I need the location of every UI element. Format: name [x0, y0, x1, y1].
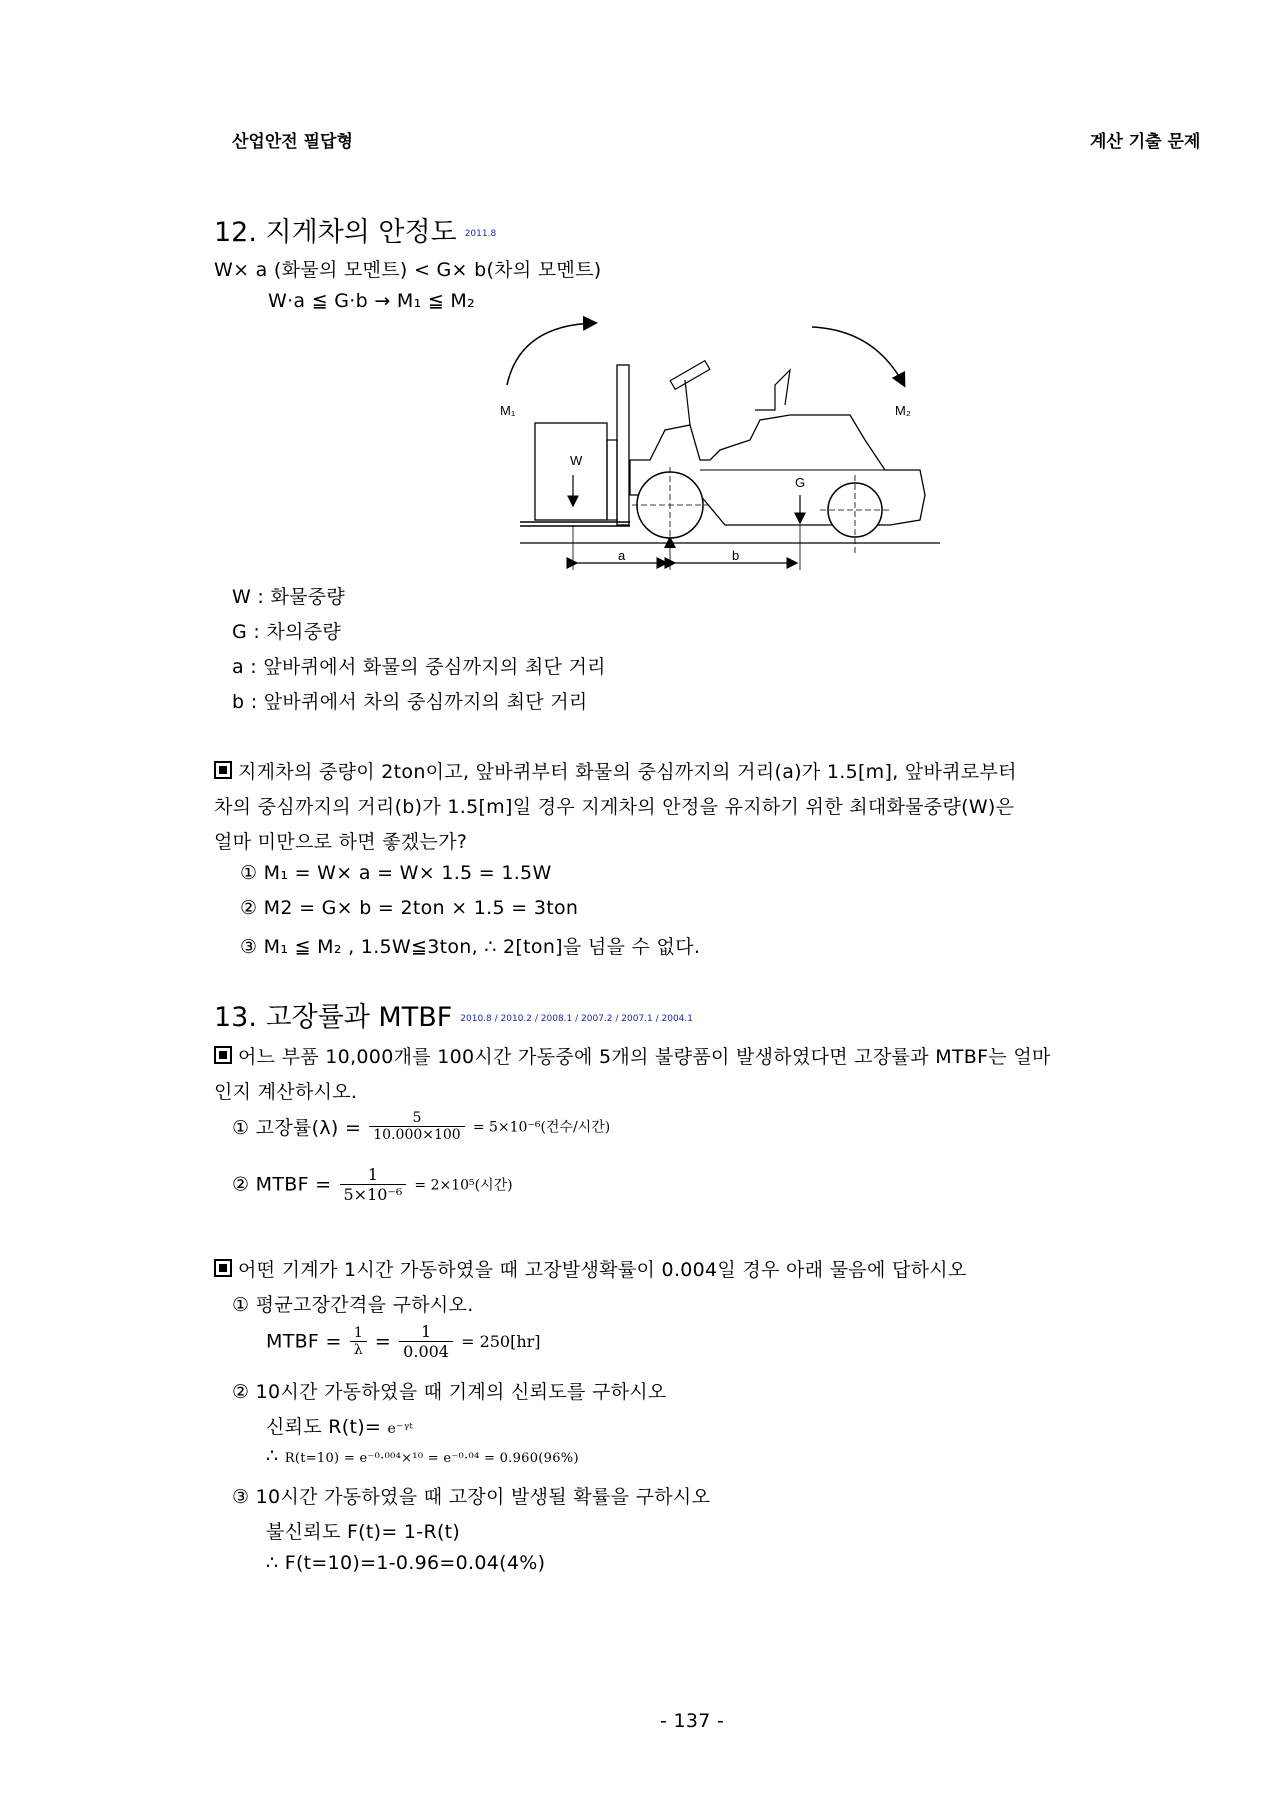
s12-question-line2: 차의 중심까지의 거리(b)가 1.5[m]일 경우 지게차의 안정을 유지하기 위한 최대화물중량(W)은 — [214, 796, 1015, 818]
header-right: 계산 기출 문제 — [1090, 132, 1201, 152]
mast — [617, 365, 629, 525]
s13-question-line2: 인지 계산하시오. — [214, 1081, 358, 1103]
formula-mtbf: ② MTBF = $\frac{1}{\text{5×10⁻⁶}}$ = 2×10⁵(시간) — [232, 1165, 513, 1204]
section-12-title: 12. 지게차의 안정도 2011.8 — [214, 217, 497, 248]
label-g: G — [795, 475, 806, 490]
bullet-square-icon — [214, 761, 232, 779]
page-number: - 137 - — [660, 1710, 725, 1732]
formula-mtbf-2: MTBF = $\frac{1}{\lambda}$ = $\frac{1}{0.004}$ = 250[hr] — [266, 1322, 541, 1361]
bullet-square-icon — [214, 1046, 232, 1064]
formula-failure-rate: ① 고장률(λ) = $\frac{5}{10.000\times 100}$ = 5×10⁻⁶(건수/시간) — [232, 1110, 611, 1143]
label-m2: M₂ — [895, 403, 911, 418]
s13-question-line1: 어느 부품 10,000개를 100시간 가동중에 5개의 불량품이 발생하였다면 고장률과 MTBF는 얼마 — [214, 1042, 1051, 1069]
s12-solution2: ② M2 = G× b = 2ton × 1.5 = 3ton — [240, 897, 579, 919]
section-13-title: 13. 고장률과 MTBF 2010.8 / 2010.2 / 2008.1 / 2007.2 / 2007.1 / 2004.1 — [214, 1002, 693, 1033]
unreliability-result: ∴ F(t=10)=1-0.96=0.04(4%) — [266, 1552, 546, 1574]
s13-part1: ① 평균고장간격을 구하시오. — [232, 1294, 474, 1316]
legend-b: b : 앞바퀴에서 차의 중심까지의 최단 거리 — [232, 691, 588, 713]
bullet-square-icon — [214, 1259, 232, 1277]
legend-w: W : 화물중량 — [232, 586, 346, 608]
label-m1: M₁ — [500, 403, 516, 418]
s12-solution1: ① M₁ = W× a = W× 1.5 = 1.5W — [240, 862, 552, 884]
rear-wheel — [828, 483, 882, 537]
legend-g: G : 차의중량 — [232, 621, 342, 643]
legend-a: a : 앞바퀴에서 화물의 중심까지의 최단 거리 — [232, 656, 606, 678]
moment-arrow-right — [812, 327, 904, 385]
s12-question-line3: 얼마 미만으로 하면 좋겠는가? — [214, 831, 468, 853]
label-w: W — [570, 453, 583, 468]
s13-question2: 어떤 기계가 1시간 가동하였을 때 고장발생확률이 0.004일 경우 아래 물음에 답하시오 — [214, 1255, 967, 1282]
label-a: a — [618, 548, 626, 563]
load-box — [535, 423, 607, 520]
label-b: b — [732, 548, 740, 563]
s12-line1: W× a (화물의 모멘트) < G× b(차의 모멘트) — [214, 259, 602, 281]
unreliability-formula: 불신뢰도 F(t)= 1-R(t) — [266, 1521, 461, 1543]
moment-arrow-left — [507, 323, 595, 385]
reliability-formula: 신뢰도 R(t)= e⁻ᵞᵗ — [266, 1416, 414, 1438]
s12-solution3: ③ M₁ ≦ M₂ , 1.5W≦3ton, ∴ 2[ton]을 넘을 수 없다. — [240, 936, 701, 958]
forklift-diagram — [490, 310, 950, 580]
s13-part3: ③ 10시간 가동하였을 때 고장이 발생될 확률을 구하시오 — [232, 1486, 711, 1508]
section-12-date-tag: 2011.8 — [464, 228, 497, 239]
s12-question-line1: 지게차의 중량이 2ton이고, 앞바퀴부터 화물의 중심까지의 거리(a)가 1.5[m], 앞바퀴로부터 — [214, 757, 1017, 784]
section-13-date-tags: 2010.8 / 2010.2 / 2008.1 / 2007.2 / 2007.1 / 2004.1 — [460, 1013, 693, 1024]
s12-line2: W·a ≦ G·b → M₁ ≦ M₂ — [268, 290, 476, 312]
s13-part2: ② 10시간 가동하였을 때 기계의 신뢰도를 구하시오 — [232, 1381, 667, 1403]
reliability-result: ∴ R(t=10) = e⁻⁰·⁰⁰⁴×¹⁰ = e⁻⁰·⁰⁴ = 0.960(96%) — [266, 1445, 579, 1467]
header-left: 산업안전 필답형 — [232, 132, 353, 152]
